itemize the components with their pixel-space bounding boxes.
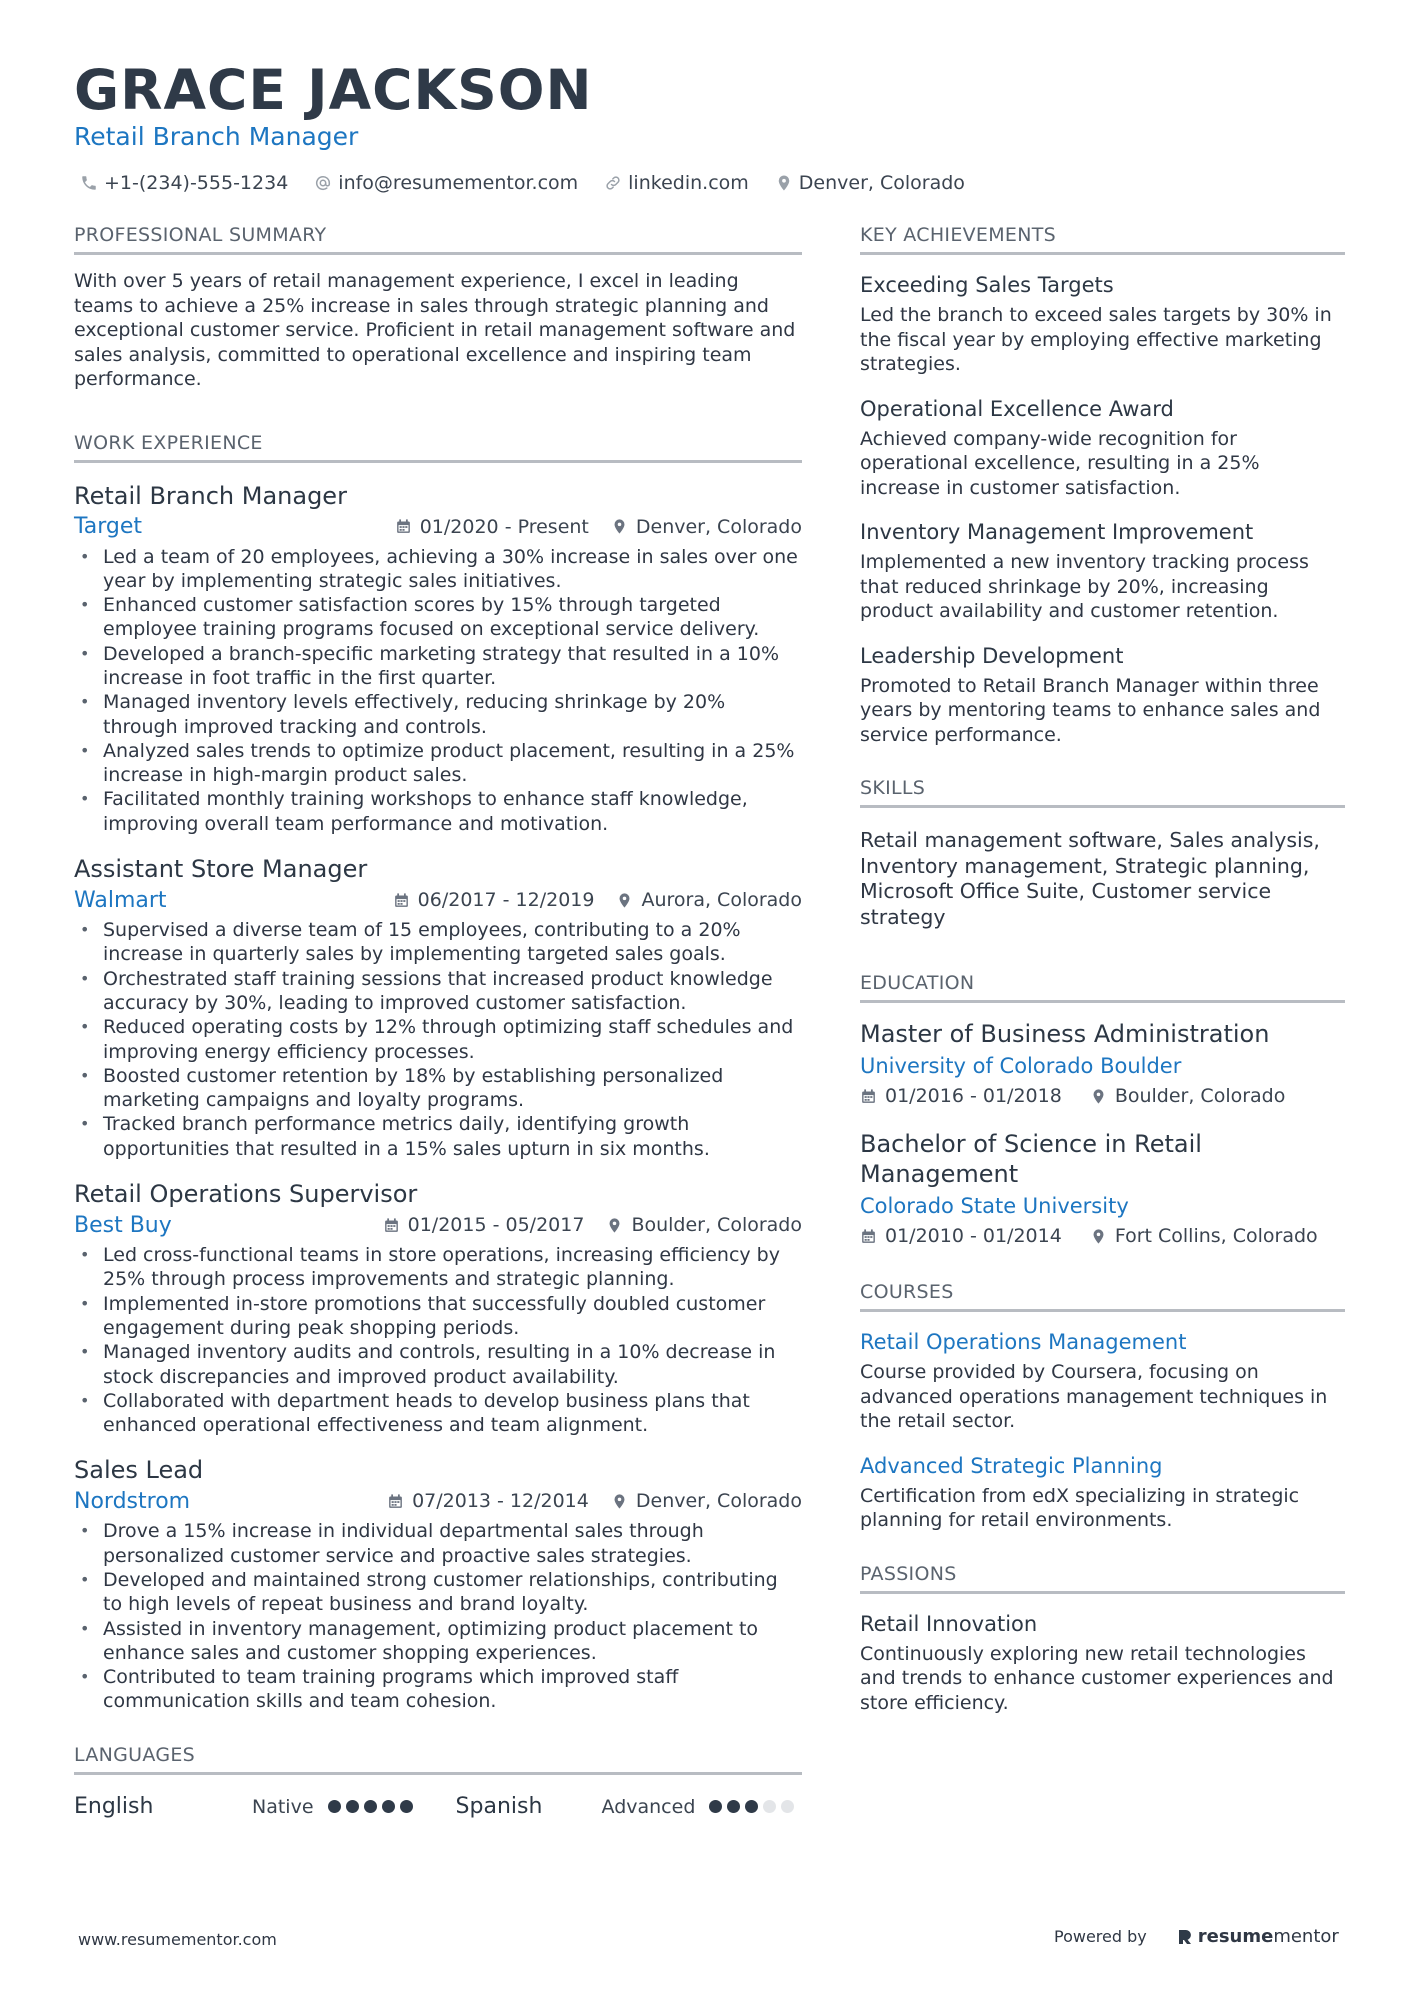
job-company: Walmart xyxy=(74,887,167,913)
language-level: Advanced xyxy=(601,1795,696,1818)
achievement-desc: Achieved company-wide recognition for operational excellence, resulting in a 25% increase in customer satisfaction. xyxy=(860,427,1260,499)
achievement-title: Leadership Development xyxy=(860,643,1124,668)
education-dates xyxy=(860,1085,1062,1107)
location-pin-icon xyxy=(1090,1088,1107,1105)
calendar-icon xyxy=(393,892,410,909)
experience-heading: WORK EXPERIENCE xyxy=(74,432,802,463)
job-entry xyxy=(74,1455,802,1713)
achievement-list xyxy=(860,271,1345,747)
job-dates xyxy=(395,516,589,538)
job-bullet: • Drove a 15% increase in individual departmental sales through personalized customer service and proactive sales strategies. xyxy=(74,1519,802,1568)
job-meta xyxy=(74,1209,802,1241)
education-meta xyxy=(860,1081,1345,1111)
course-list xyxy=(860,1328,1345,1533)
left-column xyxy=(74,224,802,1825)
achievement-desc: Led the branch to exceed sales targets by 30% in the fiscal year by employing effective marketing strategies. xyxy=(860,304,1332,375)
education-degree: Master of Business Administration xyxy=(860,1020,1270,1048)
contact-linkedin[interactable] xyxy=(604,172,749,194)
job-meta xyxy=(74,511,802,543)
job-title: Assistant Store Manager xyxy=(74,855,368,884)
job-entry xyxy=(74,1179,802,1437)
language-name: Spanish xyxy=(455,1794,543,1820)
education-school: Colorado State University xyxy=(860,1194,1129,1218)
course-desc: Certification from edX specializing in strategic planning for retail environments. xyxy=(860,1484,1300,1531)
job-bullet: • Collaborated with department heads to develop business plans that enhanced operational effectiveness and team alignment. xyxy=(74,1389,802,1438)
rating-dot xyxy=(346,1800,359,1813)
location-pin-icon xyxy=(1090,1228,1107,1245)
job-dates-text: 01/2020 - Present xyxy=(419,515,589,538)
job-location-text: Denver, Colorado xyxy=(635,515,802,538)
rating-dot xyxy=(727,1800,740,1813)
job-bullets xyxy=(74,545,802,837)
job-dates-text: 01/2015 - 05/2017 xyxy=(407,1214,585,1237)
candidate-role: Retail Branch Manager xyxy=(74,122,359,151)
skills-text: Retail management software, Sales analysis, Inventory management, Strategic planning, Microsoft Office Suite, Customer service strategy xyxy=(860,828,1320,929)
achievement-title: Inventory Management Improvement xyxy=(860,520,1254,544)
passion-list xyxy=(860,1610,1345,1716)
calendar-icon xyxy=(387,1493,404,1510)
contact-email[interactable] xyxy=(314,172,578,194)
education-dates-text: 01/2016 - 01/2018 xyxy=(885,1085,1062,1107)
contact-phone[interactable] xyxy=(80,172,288,194)
location-pin-icon xyxy=(606,1217,623,1234)
job-bullet: • Boosted customer retention by 18% by establishing personalized marketing campaigns and loyalty programs. xyxy=(74,1064,802,1113)
rating-dot xyxy=(709,1800,722,1813)
job-dates xyxy=(387,1490,589,1512)
course-desc: Course provided by Coursera, focusing on advanced operations management techniques in the retail sector. xyxy=(860,1361,1328,1432)
phone-text: +1-(234)-555-1234 xyxy=(104,172,289,194)
rating-dot xyxy=(400,1800,413,1813)
contact-bar xyxy=(80,170,991,196)
skills-section xyxy=(860,777,1345,930)
education-dates xyxy=(860,1225,1062,1247)
job-list xyxy=(74,481,802,1714)
skills-heading: SKILLS xyxy=(860,777,1345,808)
language-level: Native xyxy=(252,1795,314,1818)
course-title: Advanced Strategic Planning xyxy=(860,1453,1163,1478)
rating-dot xyxy=(328,1800,341,1813)
education-location xyxy=(1090,1225,1318,1247)
passion-desc: Continuously exploring new retail technologies and trends to enhance customer experiences and store efficiency. xyxy=(860,1642,1334,1714)
brand-logo[interactable] xyxy=(1177,1926,1339,1947)
job-bullet: • Reduced operating costs by 12% through optimizing staff schedules and improving energy efficiency processes. xyxy=(74,1015,802,1064)
job-location xyxy=(611,516,802,538)
summary-heading: PROFESSIONAL SUMMARY xyxy=(74,224,802,255)
linkedin-text: linkedin.com xyxy=(628,172,749,194)
job-dates-text: 06/2017 - 12/2019 xyxy=(417,889,595,912)
job-bullet: • Implemented in-store promotions that successfully doubled customer engagement during peak shopping periods. xyxy=(74,1292,802,1341)
contact-location xyxy=(775,172,965,194)
job-dates-text: 07/2013 - 12/2014 xyxy=(412,1490,589,1513)
courses-section xyxy=(860,1281,1345,1533)
location-text: Denver, Colorado xyxy=(798,172,965,194)
languages-heading: LANGUAGES xyxy=(74,1744,802,1775)
education-section xyxy=(860,972,1345,1251)
job-entry xyxy=(74,481,802,837)
summary-text: With over 5 years of retail management experience, I excel in leading teams to achieve a 25% increase in sales through strategic planning and exceptional customer service. Proficient in retail management software and sales analysis, committed to operational excellence and inspiring team performance. xyxy=(74,270,796,390)
job-company: Nordstrom xyxy=(74,1488,191,1514)
education-heading: EDUCATION xyxy=(860,972,1345,1003)
job-bullet: • Contributed to team training programs which improved staff communication skills and team cohesion. xyxy=(74,1665,802,1714)
job-bullet: • Tracked branch performance metrics daily, identifying growth opportunities that resulted in a 15% sales upturn in six months. xyxy=(74,1112,802,1161)
rating-dot xyxy=(382,1800,395,1813)
job-bullet: • Enhanced customer satisfaction scores by 15% through targeted employee training programs focused on exceptional service delivery. xyxy=(74,593,802,642)
job-bullet: • Analyzed sales trends to optimize product placement, resulting in a 25% increase in high-margin product sales. xyxy=(74,739,802,788)
location-pin-icon xyxy=(611,1493,628,1510)
footer-brand xyxy=(1054,1926,1339,1947)
achievement-title: Operational Excellence Award xyxy=(860,396,1174,421)
location-pin-icon xyxy=(616,892,633,909)
calendar-icon xyxy=(383,1217,400,1234)
right-column xyxy=(860,224,1345,1715)
email-text: info@resumementor.com xyxy=(338,172,579,194)
job-title: Retail Branch Manager xyxy=(74,481,347,510)
course-item xyxy=(860,1452,1345,1533)
job-location xyxy=(616,889,802,911)
achievement-item xyxy=(860,518,1345,624)
rating-dot xyxy=(781,1800,794,1813)
achievement-desc: Implemented a new inventory tracking process that reduced shrinkage by 20%, increasing product availability and customer retention. xyxy=(860,551,1309,622)
job-dates xyxy=(383,1214,585,1236)
job-meta xyxy=(74,884,802,916)
job-entry xyxy=(74,854,802,1161)
rating-dot xyxy=(745,1800,758,1813)
course-title: Retail Operations Management xyxy=(860,1330,1187,1354)
job-bullet: • Led cross-functional teams in store operations, increasing efficiency by 25% through process improvements and strategic planning. xyxy=(74,1243,802,1292)
education-item xyxy=(860,1129,1345,1251)
courses-heading: COURSES xyxy=(860,1281,1345,1312)
achievement-title: Exceeding Sales Targets xyxy=(860,273,1114,297)
powered-by-label: Powered by xyxy=(1054,1927,1147,1946)
candidate-name: GRACE JACKSON xyxy=(74,58,593,122)
achievement-item xyxy=(860,642,1345,748)
job-location-text: Denver, Colorado xyxy=(635,1490,802,1513)
job-dates xyxy=(393,889,595,911)
calendar-icon xyxy=(860,1088,877,1105)
job-bullet: • Developed and maintained strong customer relationships, contributing to high levels of repeat business and brand loyalty. xyxy=(74,1568,802,1617)
location-pin-icon xyxy=(775,174,793,192)
job-location-text: Boulder, Colorado xyxy=(631,1214,802,1237)
passion-item xyxy=(860,1610,1345,1716)
job-bullet: • Developed a branch-specific marketing strategy that resulted in a 10% increase in foot traffic in the first quarter. xyxy=(74,642,802,691)
job-bullet: • Led a team of 20 employees, achieving a 30% increase in sales over one year by implementing strategic sales initiatives. xyxy=(74,545,802,594)
achievement-item xyxy=(860,395,1345,501)
achievements-heading: KEY ACHIEVEMENTS xyxy=(860,224,1345,255)
education-location-text: Fort Collins, Colorado xyxy=(1114,1225,1318,1247)
language-rating xyxy=(328,1800,418,1813)
job-bullet: • Supervised a diverse team of 15 employees, contributing to a 20% increase in quarterly sales by implementing targeted sales goals. xyxy=(74,918,802,967)
achievement-item xyxy=(860,271,1345,377)
job-meta xyxy=(74,1485,802,1517)
course-item xyxy=(860,1328,1345,1434)
education-school: University of Colorado Boulder xyxy=(860,1054,1182,1078)
passions-section xyxy=(860,1563,1345,1716)
job-bullets xyxy=(74,918,802,1161)
calendar-icon xyxy=(395,518,412,535)
language-name: English xyxy=(74,1794,154,1820)
passion-title: Retail Innovation xyxy=(860,1611,1038,1636)
education-location-text: Boulder, Colorado xyxy=(1114,1085,1286,1107)
at-icon xyxy=(314,174,332,192)
brand-rest-text: mentor xyxy=(1273,1926,1339,1947)
job-bullet: • Managed inventory levels effectively, reducing shrinkage by 20% through improved tracking and controls. xyxy=(74,690,802,739)
job-bullet: • Assisted in inventory management, optimizing product placement to enhance sales and customer shopping experiences. xyxy=(74,1617,802,1666)
job-bullets xyxy=(74,1243,802,1437)
education-degree: Bachelor of Science in Retail Management xyxy=(860,1130,1202,1188)
brand-mark-icon xyxy=(1177,1928,1193,1946)
job-bullets xyxy=(74,1519,802,1713)
achievement-desc: Promoted to Retail Branch Manager within three years by mentoring teams to enhance sales and service performance. xyxy=(860,674,1321,746)
calendar-icon xyxy=(860,1228,877,1245)
rating-dot xyxy=(364,1800,377,1813)
language-rating xyxy=(709,1800,799,1813)
phone-icon xyxy=(80,174,98,192)
link-icon xyxy=(604,174,622,192)
passions-heading: PASSIONS xyxy=(860,1563,1345,1594)
job-bullet: • Facilitated monthly training workshops to enhance staff knowledge, improving overall team performance and motivation. xyxy=(74,787,802,836)
job-bullet: • Orchestrated staff training sessions that increased product knowledge accuracy by 30%, leading to improved customer satisfaction. xyxy=(74,967,802,1016)
rating-dot xyxy=(763,1800,776,1813)
education-meta xyxy=(860,1221,1345,1251)
education-dates-text: 01/2010 - 01/2014 xyxy=(885,1225,1062,1247)
education-list xyxy=(860,1019,1345,1251)
job-title: Sales Lead xyxy=(74,1456,204,1485)
job-company: Target xyxy=(74,514,143,539)
location-pin-icon xyxy=(611,518,628,535)
footer-website[interactable]: www.resumementor.com xyxy=(78,1930,277,1949)
education-item xyxy=(860,1019,1345,1111)
education-location xyxy=(1090,1085,1286,1107)
language-row xyxy=(74,1789,802,1825)
job-company: Best Buy xyxy=(74,1212,172,1238)
brand-bold-text: resume xyxy=(1197,1926,1274,1947)
languages-section xyxy=(74,1744,802,1825)
job-location xyxy=(611,1490,802,1512)
job-bullet: • Managed inventory audits and controls, resulting in a 10% decrease in stock discrepancies and improved product availability. xyxy=(74,1340,802,1389)
job-location xyxy=(606,1214,802,1236)
job-location-text: Aurora, Colorado xyxy=(641,889,802,912)
job-title: Retail Operations Supervisor xyxy=(74,1180,418,1209)
